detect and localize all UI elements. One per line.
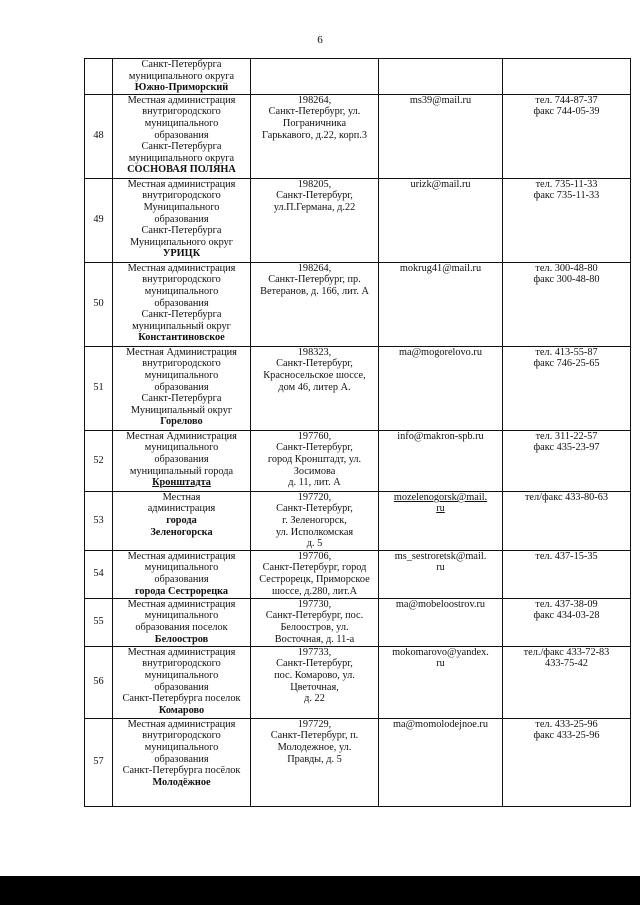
org-name-cell xyxy=(113,346,251,430)
phone-line: 433-75-42 xyxy=(545,658,588,670)
phone-line: факс 433-25-96 xyxy=(533,730,600,742)
email-cell[interactable] xyxy=(379,346,503,430)
address-line: Санкт-Петербург, xyxy=(276,442,353,454)
address-line: д. 22 xyxy=(304,693,325,705)
address-line: 198205, xyxy=(297,178,332,190)
email-line: ma@mogorelovo.ru xyxy=(399,346,482,358)
name-line: Местная администрация xyxy=(127,718,236,730)
address-cell xyxy=(251,646,379,718)
address-line: 198264, xyxy=(297,262,332,274)
phone-cell xyxy=(503,59,631,95)
phone-line: тел. 437-38-09 xyxy=(535,598,598,610)
email-line: ms_sestroretsk@mail. xyxy=(394,550,487,562)
table-row xyxy=(85,59,631,95)
name-line: Санкт-Петербурга xyxy=(141,59,222,70)
org-name-cell xyxy=(113,262,251,346)
email-cell[interactable] xyxy=(379,598,503,646)
name-line: образования xyxy=(154,213,209,225)
email-cell[interactable] xyxy=(379,430,503,491)
address-line: город Кронштадт, ул. xyxy=(267,453,362,465)
row-number-cell: 54 xyxy=(85,550,113,598)
email-cell[interactable] xyxy=(379,262,503,346)
address-line: 198323, xyxy=(297,346,332,358)
phone-cell xyxy=(503,598,631,646)
phone-cell xyxy=(503,262,631,346)
address-line: Красносельское шоссе, xyxy=(263,369,366,381)
row-number-cell: 48 xyxy=(85,94,113,178)
address-line: Ветеранов, д. 166, лит. А xyxy=(260,285,369,297)
table-row xyxy=(85,646,631,718)
name-line: внутригородского xyxy=(142,358,221,370)
address-line: Санкт-Петербург, xyxy=(276,358,353,370)
address-line: Молодежное, ул. xyxy=(277,741,352,753)
name-line: Местная администрация xyxy=(127,262,236,274)
address-line: Сестрорецк, Приморское xyxy=(259,573,370,585)
name-line: Южно-Приморский xyxy=(134,82,229,94)
email-line: info@makron-spb.ru xyxy=(397,430,484,442)
name-line: города Сестрорецка xyxy=(134,585,229,597)
address-line: д. 5 xyxy=(306,538,323,550)
address-line: 197720, xyxy=(297,491,332,503)
address-cell xyxy=(251,262,379,346)
address-cell xyxy=(251,430,379,491)
name-line: Местная Администрация xyxy=(126,346,237,358)
address-cell xyxy=(251,59,379,95)
address-cell xyxy=(251,94,379,178)
table-row xyxy=(85,262,631,346)
email-cell[interactable] xyxy=(379,94,503,178)
table-row xyxy=(85,718,631,806)
org-name-cell xyxy=(113,718,251,806)
row-number-cell: 49 xyxy=(85,178,113,262)
address-line: Цветочная, xyxy=(290,681,339,693)
phone-line: тел. 437-15-35 xyxy=(535,550,598,562)
name-line: муниципального xyxy=(144,669,219,681)
address-cell xyxy=(251,598,379,646)
email-cell[interactable] xyxy=(379,491,503,550)
name-line: муниципального xyxy=(144,285,219,297)
address-line: 198264, xyxy=(297,94,332,106)
scan-bottom-edge xyxy=(0,876,640,905)
address-cell xyxy=(251,491,379,550)
name-line: образования xyxy=(154,573,209,585)
phone-cell xyxy=(503,550,631,598)
name-line: внутригородского xyxy=(142,730,221,742)
table-row xyxy=(85,598,631,646)
table-body xyxy=(85,59,631,807)
address-line: дом 46, литер А. xyxy=(278,381,351,393)
name-line: Санкт-Петербурга xyxy=(141,393,222,405)
address-line: Санкт-Петербург, город xyxy=(262,562,367,574)
address-line: Правды, д. 5 xyxy=(287,753,342,765)
name-line: внутригородского xyxy=(142,190,221,202)
phone-line: тел. 735-11-33 xyxy=(535,178,598,190)
name-line: внутригородского xyxy=(142,106,221,118)
email-cell[interactable] xyxy=(379,550,503,598)
phone-cell xyxy=(503,430,631,491)
name-line: Санкт-Петербурга xyxy=(141,141,222,153)
phone-cell xyxy=(503,491,631,550)
address-line: Санкт-Петербург, п. xyxy=(270,730,359,742)
name-line: муниципального округа xyxy=(128,152,235,164)
table-row xyxy=(85,94,631,178)
org-name-cell xyxy=(113,430,251,491)
address-line: д. 11, лит. А xyxy=(288,477,341,489)
phone-cell xyxy=(503,94,631,178)
page-number: 6 xyxy=(317,34,323,46)
name-line: образования xyxy=(154,681,209,693)
address-line: Санкт-Петербург, xyxy=(276,190,353,202)
phone-line: тел. 311-22-57 xyxy=(535,430,598,442)
name-line: муниципального xyxy=(144,741,219,753)
name-line: муниципального xyxy=(144,442,219,454)
address-line: Белоостров, ул. xyxy=(280,621,349,633)
email-line: ru xyxy=(436,658,445,670)
address-line: Пограничника xyxy=(282,117,347,129)
name-line: внутригородского xyxy=(142,274,221,286)
phone-line: тел. 413-55-87 xyxy=(535,346,598,358)
email-line: mokomarovo@yandex. xyxy=(392,646,489,658)
address-line: 197706, xyxy=(297,550,332,562)
name-line: муниципального округа xyxy=(128,70,235,82)
phone-line: факс 735-11-33 xyxy=(533,190,600,202)
name-line: Местная Администрация xyxy=(126,430,237,442)
email-cell[interactable] xyxy=(379,178,503,262)
row-number-cell xyxy=(85,59,113,95)
name-line: Санкт-Петербурга xyxy=(141,309,222,321)
name-line: муниципальный города xyxy=(129,465,234,477)
name-line: образования xyxy=(154,453,209,465)
name-line: Кронштадта xyxy=(152,477,211,489)
phone-line: факс 300-48-80 xyxy=(533,274,600,286)
phone-line: факс 746-25-65 xyxy=(533,358,600,370)
email-line: mozelenogorsk@mail. xyxy=(393,491,488,503)
email-cell[interactable] xyxy=(379,646,503,718)
address-line: ул. Исполкомская xyxy=(275,526,354,538)
email-cell[interactable] xyxy=(379,59,503,95)
email-line: ma@momolodejnoe.ru xyxy=(393,718,488,730)
name-line: внутригородского xyxy=(142,658,221,670)
table-row xyxy=(85,430,631,491)
row-number-cell: 52 xyxy=(85,430,113,491)
phone-cell xyxy=(503,346,631,430)
address-line: Санкт-Петербург, пр. xyxy=(268,274,361,286)
email-line: ms39@mail.ru xyxy=(409,94,472,106)
name-line: Муниципального xyxy=(143,201,220,213)
address-line: 197733, xyxy=(297,646,332,658)
address-line: Гарькавого, д.22, корп.3 xyxy=(262,129,367,141)
address-line: шоссе, д.280, лит.А xyxy=(271,585,358,597)
address-line: 197730, xyxy=(297,598,332,610)
table-row xyxy=(85,491,631,550)
address-line: 197760, xyxy=(297,430,332,442)
address-cell xyxy=(251,718,379,806)
phone-line: факс 744-05-39 xyxy=(533,106,600,118)
name-line: города xyxy=(166,514,197,526)
phone-line: тел./факс 433-72-83 xyxy=(523,646,610,658)
name-line: Зеленогорска xyxy=(150,526,213,538)
address-line: пос. Комарово, ул. xyxy=(274,669,355,681)
row-number-cell: 56 xyxy=(85,646,113,718)
phone-line: тел. 744-87-37 xyxy=(535,94,598,106)
name-line: Местная администрация xyxy=(127,646,236,658)
address-line: Санкт-Петербург, ул. xyxy=(268,106,361,118)
email-line: ru xyxy=(436,503,445,515)
address-line: Санкт-Петербург, пос. xyxy=(265,610,364,622)
name-line: Местная xyxy=(162,491,201,503)
address-cell xyxy=(251,178,379,262)
name-line: Комарово xyxy=(158,704,205,716)
row-number-cell: 53 xyxy=(85,491,113,550)
name-line: Муниципальный округ xyxy=(130,404,233,416)
phone-cell xyxy=(503,718,631,806)
name-line: Местная администрация xyxy=(127,94,236,106)
name-line: Местная администрация xyxy=(127,178,236,190)
email-line: ru xyxy=(436,562,445,574)
name-line: образования xyxy=(154,129,209,141)
table-row xyxy=(85,346,631,430)
administrations-table xyxy=(84,58,631,807)
org-name-cell xyxy=(113,598,251,646)
address-line: Зосимова xyxy=(293,465,336,477)
name-line: Молодёжное xyxy=(152,776,211,788)
phone-line: тел/факс 433-80-63 xyxy=(524,491,609,503)
phone-line: факс 434-03-28 xyxy=(533,610,600,622)
phone-line: тел. 433-25-96 xyxy=(535,718,598,730)
address-cell xyxy=(251,550,379,598)
row-number-cell: 51 xyxy=(85,346,113,430)
org-name-cell xyxy=(113,59,251,95)
org-name-cell xyxy=(113,646,251,718)
row-number-cell: 57 xyxy=(85,718,113,806)
name-line: УРИЦК xyxy=(162,248,201,260)
phone-line: факс 435-23-97 xyxy=(533,442,600,454)
name-line: Санкт-Петербурга поселок xyxy=(122,693,241,705)
address-line: Санкт-Петербург, xyxy=(276,658,353,670)
email-cell[interactable] xyxy=(379,718,503,806)
name-line: муниципального xyxy=(144,369,219,381)
address-line: Восточная, д. 11-а xyxy=(274,633,355,645)
email-line: urizk@mail.ru xyxy=(410,178,471,190)
name-line: муниципального xyxy=(144,610,219,622)
phone-line: тел. 300-48-80 xyxy=(535,262,598,274)
name-line: Белоостров xyxy=(154,633,209,645)
name-line: администрация xyxy=(147,503,216,515)
name-line: муниципальный округ xyxy=(132,320,231,332)
table-row xyxy=(85,178,631,262)
table-row xyxy=(85,550,631,598)
name-line: Санкт-Петербурга xyxy=(141,225,222,237)
address-line: г. Зеленогорск, xyxy=(282,514,347,526)
address-cell xyxy=(251,346,379,430)
org-name-cell xyxy=(113,491,251,550)
name-line: СОСНОВАЯ ПОЛЯНА xyxy=(127,164,236,176)
name-line: муниципального xyxy=(144,562,219,574)
phone-cell xyxy=(503,646,631,718)
name-line: образования xyxy=(154,381,209,393)
org-name-cell xyxy=(113,94,251,178)
name-line: Константиновское xyxy=(138,332,225,344)
address-line: Санкт-Петербург, xyxy=(276,503,353,515)
phone-cell xyxy=(503,178,631,262)
email-line: ma@mobeloostrov.ru xyxy=(395,598,486,610)
name-line: образования xyxy=(154,753,209,765)
org-name-cell xyxy=(113,178,251,262)
name-line: Санкт-Петербурга посёлок xyxy=(122,765,241,777)
name-line: Муниципального округ xyxy=(130,236,233,248)
name-line: Горелово xyxy=(160,416,203,428)
name-line: Местная администрация xyxy=(127,598,236,610)
address-line: ул.П.Германа, д.22 xyxy=(273,201,356,213)
name-line: Местная администрация xyxy=(127,550,236,562)
org-name-cell xyxy=(113,550,251,598)
row-number-cell: 55 xyxy=(85,598,113,646)
name-line: образования xyxy=(154,297,209,309)
name-line: муниципального xyxy=(144,117,219,129)
name-line: образования поселок xyxy=(135,621,228,633)
address-line: 197729, xyxy=(297,718,332,730)
email-line: mokrug41@mail.ru xyxy=(399,262,482,274)
row-number-cell: 50 xyxy=(85,262,113,346)
